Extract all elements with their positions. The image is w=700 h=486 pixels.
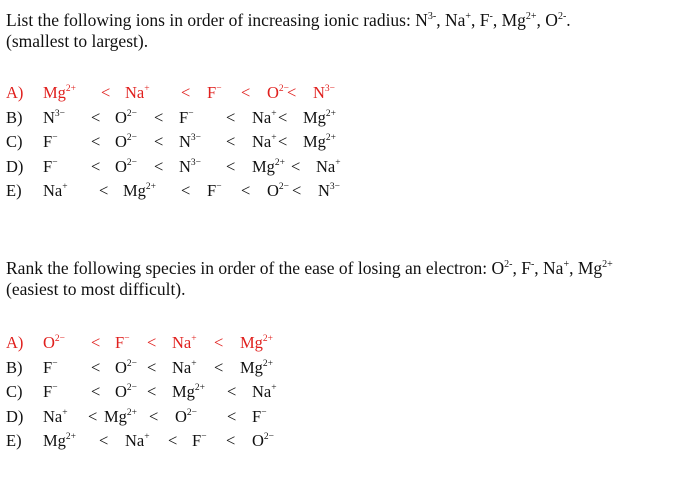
prompt-ion	[502, 10, 537, 30]
ion-symbol: O	[252, 431, 264, 450]
ion-symbol: O	[115, 382, 127, 401]
less-than-operator: <	[99, 431, 109, 450]
ion-symbol: O	[115, 156, 127, 176]
answer-option[interactable]	[6, 405, 696, 430]
prompt-ion	[480, 10, 493, 30]
ion-charge: −	[52, 133, 58, 143]
ion-charge: -	[530, 259, 535, 270]
option-ion	[240, 331, 273, 356]
prompt-separator: .	[566, 10, 571, 30]
ion-symbol: F	[252, 406, 262, 426]
ion-charge: 3−	[54, 108, 66, 119]
option-ion	[207, 81, 222, 106]
ion-charge: 2+	[145, 182, 157, 192]
less-than-operator: <	[291, 156, 301, 176]
option-ion	[43, 405, 68, 430]
ion-symbol: F	[43, 132, 53, 151]
option-ion	[252, 155, 285, 180]
ion-symbol: Mg	[577, 258, 603, 278]
option-letter: B)	[6, 357, 23, 377]
prompt-separator: ,	[569, 258, 578, 278]
answer-option[interactable]	[6, 179, 696, 204]
ion-symbol: O	[267, 181, 279, 200]
option-ion	[43, 179, 68, 204]
ion-charge: 2+	[126, 407, 138, 418]
ion-charge: +	[335, 157, 341, 168]
ion-symbol: Na	[172, 357, 192, 377]
ion-symbol: Mg	[172, 382, 195, 401]
option-letter: E)	[6, 181, 22, 200]
option-ion	[125, 81, 150, 106]
ion-symbol: Na	[43, 406, 63, 426]
prompt-separator: ,	[471, 10, 480, 30]
ion-charge: 2+	[325, 133, 337, 143]
less-than-operator: <	[226, 132, 236, 151]
answer-option[interactable]	[6, 429, 696, 454]
ion-charge: +	[271, 133, 277, 143]
ion-charge: 2+	[602, 259, 613, 270]
ion-charge: 2−	[263, 432, 275, 442]
option-ion	[252, 405, 267, 430]
ion-charge: −	[188, 108, 194, 119]
option-letter: A)	[6, 333, 24, 352]
ion-symbol: Na	[543, 258, 564, 278]
answer-option[interactable]	[6, 106, 696, 131]
ion-symbol: Mg	[501, 10, 526, 30]
less-than-operator: <	[226, 156, 236, 176]
less-than-operator: <	[91, 156, 101, 176]
ion-charge: 2+	[262, 358, 274, 369]
option-letter: C)	[6, 132, 23, 151]
ion-symbol: O	[175, 406, 187, 426]
ion-symbol: F	[115, 333, 125, 352]
ion-charge: 2−	[186, 407, 198, 418]
less-than-operator: <	[91, 357, 101, 377]
less-than-operator: <	[91, 382, 101, 401]
option-ion	[43, 81, 76, 106]
ion-charge: 3−	[190, 157, 202, 168]
less-than-operator: <	[226, 431, 236, 450]
option-ion	[43, 331, 65, 356]
option-ion	[267, 179, 289, 204]
option-ion	[172, 356, 197, 381]
ion-charge: 2+	[65, 84, 77, 94]
less-than-operator: <	[226, 107, 236, 127]
ion-charge: 2+	[65, 432, 77, 442]
ion-symbol: Na	[43, 181, 63, 200]
ion-symbol: N	[313, 83, 325, 102]
option-letter: A)	[6, 83, 24, 102]
answer-option[interactable]	[6, 81, 696, 106]
ion-charge: +	[144, 84, 150, 94]
ion-symbol: F	[179, 107, 189, 127]
ion-charge: 3−	[329, 182, 341, 192]
ion-charge: −	[124, 334, 130, 344]
ion-symbol: Mg	[303, 107, 326, 127]
option-ion	[115, 130, 137, 155]
question-1	[6, 10, 696, 204]
ion-charge: −	[201, 432, 207, 442]
ion-symbol: F	[207, 181, 217, 200]
prompt-separator: ,	[512, 258, 522, 278]
ion-charge: +	[271, 383, 277, 393]
less-than-operator: <	[147, 333, 157, 352]
option-ion	[43, 380, 58, 405]
question-1-prompt-text: List the following ions in order of increasing ionic radius: N	[6, 10, 428, 30]
ion-charge: 3-	[427, 11, 437, 22]
option-letter: B)	[6, 107, 23, 127]
less-than-operator: <	[147, 357, 157, 377]
ion-symbol: F	[192, 431, 202, 450]
less-than-operator: <	[91, 107, 101, 127]
ion-symbol: F	[43, 382, 53, 401]
option-ion	[318, 179, 340, 204]
option-ion	[43, 356, 58, 381]
option-ion	[316, 155, 341, 180]
ion-charge: 2−	[126, 157, 138, 168]
less-than-operator: <	[278, 132, 288, 151]
option-ion	[125, 429, 150, 454]
ion-charge: −	[52, 157, 58, 168]
ion-symbol: Na	[252, 132, 272, 151]
ion-charge: −	[261, 407, 267, 418]
ion-charge: 2-	[557, 11, 567, 22]
ion-symbol: N	[179, 156, 191, 176]
less-than-operator: <	[91, 333, 101, 352]
prompt-ion	[543, 258, 569, 278]
ion-charge: −	[216, 84, 222, 94]
ion-symbol: O	[491, 258, 505, 278]
option-ion	[313, 81, 335, 106]
ion-symbol: O	[545, 10, 558, 30]
ion-charge: +	[563, 259, 570, 270]
ion-charge: 2−	[126, 108, 138, 119]
question-2-prompt-subtext: (easiest to most difficult).	[6, 279, 186, 299]
ion-symbol: O	[267, 83, 279, 102]
less-than-operator: <	[88, 406, 98, 426]
ion-charge: 2−	[278, 84, 290, 94]
ion-charge: 2+	[325, 108, 337, 119]
ion-charge: +	[144, 432, 150, 442]
ion-symbol: O	[115, 357, 127, 377]
less-than-operator: <	[181, 181, 191, 200]
prompt-separator: ,	[534, 258, 544, 278]
ion-charge: −	[52, 358, 58, 369]
ion-charge: 2−	[126, 358, 138, 369]
ion-charge: +	[465, 11, 472, 22]
ion-charge: +	[62, 182, 68, 192]
option-ion	[43, 106, 65, 131]
ion-symbol: Na	[316, 156, 336, 176]
ion-symbol: Na	[125, 431, 145, 450]
ion-charge: 2−	[126, 383, 138, 393]
ion-charge: 2-	[504, 259, 513, 270]
ion-symbol: O	[115, 132, 127, 151]
ion-symbol: Mg	[43, 83, 66, 102]
option-ion	[252, 380, 277, 405]
ion-charge: +	[191, 334, 197, 344]
ion-symbol: F	[521, 258, 531, 278]
option-letter: D)	[6, 156, 24, 176]
ion-symbol: F	[479, 10, 490, 30]
option-ion	[267, 81, 289, 106]
ion-charge: −	[216, 182, 222, 192]
option-ion	[179, 130, 201, 155]
question-2-options	[6, 331, 696, 454]
ion-symbol: Mg	[252, 156, 275, 176]
less-than-operator: <	[168, 431, 178, 450]
question-2-prompt-text: Rank the following species in order of the ease of losing an electron:	[6, 258, 492, 278]
option-ion	[252, 106, 277, 131]
less-than-operator: <	[154, 132, 164, 151]
option-ion	[179, 106, 194, 131]
ion-symbol: F	[207, 83, 217, 102]
ion-charge: 2−	[54, 334, 66, 344]
option-ion	[252, 429, 274, 454]
option-ion	[115, 331, 130, 356]
ion-symbol: O	[115, 107, 127, 127]
prompt-separator: ,	[492, 10, 502, 30]
option-ion	[104, 405, 137, 430]
option-ion	[43, 155, 58, 180]
option-ion	[207, 179, 222, 204]
less-than-operator: <	[227, 382, 237, 401]
option-ion	[115, 106, 137, 131]
answer-option[interactable]	[6, 380, 696, 405]
option-letter: E)	[6, 431, 22, 450]
option-ion	[172, 380, 205, 405]
ion-symbol: N	[318, 181, 330, 200]
ion-charge: 2+	[262, 334, 274, 344]
less-than-operator: <	[101, 83, 111, 102]
ion-charge: 3−	[324, 84, 336, 94]
ion-charge: 2+	[274, 157, 286, 168]
less-than-operator: <	[241, 181, 251, 200]
less-than-operator: <	[292, 181, 302, 200]
less-than-operator: <	[214, 357, 224, 377]
ion-symbol: Mg	[240, 357, 263, 377]
prompt-ion	[428, 10, 436, 30]
less-than-operator: <	[278, 107, 288, 127]
question-1-options	[6, 81, 696, 204]
ion-symbol: N	[43, 107, 55, 127]
ion-symbol: Mg	[104, 406, 127, 426]
ion-symbol: O	[43, 333, 55, 352]
less-than-operator: <	[154, 107, 164, 127]
ion-symbol: F	[43, 357, 53, 377]
less-than-operator: <	[181, 83, 191, 102]
option-letter: C)	[6, 382, 23, 401]
question-1-prompt	[6, 10, 696, 52]
ion-symbol: Na	[125, 83, 145, 102]
option-ion	[179, 155, 201, 180]
ion-charge: 3−	[190, 133, 202, 143]
ion-symbol: Na	[252, 107, 272, 127]
ion-charge: 2+	[194, 383, 206, 393]
option-ion	[115, 155, 137, 180]
ion-symbol: Mg	[43, 431, 66, 450]
ion-charge: -	[489, 11, 493, 22]
option-ion	[303, 130, 336, 155]
less-than-operator: <	[154, 156, 164, 176]
ion-charge: 2−	[126, 133, 138, 143]
option-ion	[192, 429, 207, 454]
ion-symbol: Na	[252, 382, 272, 401]
option-letter: D)	[6, 406, 24, 426]
option-ion	[43, 429, 76, 454]
prompt-ion	[491, 258, 512, 278]
option-ion	[240, 356, 273, 381]
prompt-separator: ,	[536, 10, 546, 30]
option-ion	[303, 106, 336, 131]
ion-charge: +	[271, 108, 277, 119]
ion-charge: 2−	[278, 182, 290, 192]
less-than-operator: <	[227, 406, 237, 426]
answer-option[interactable]	[6, 155, 696, 180]
ion-symbol: F	[43, 156, 53, 176]
option-ion	[115, 356, 137, 381]
ion-charge: 2+	[525, 11, 537, 22]
less-than-operator: <	[149, 406, 159, 426]
ion-symbol: Mg	[240, 333, 263, 352]
ion-charge: +	[191, 358, 197, 369]
question-1-prompt-subtext: (smallest to largest).	[6, 31, 149, 51]
prompt-separator: ,	[436, 10, 445, 30]
answer-option[interactable]	[6, 331, 696, 356]
answer-option[interactable]	[6, 356, 696, 381]
option-ion	[115, 380, 137, 405]
option-ion	[43, 130, 58, 155]
ion-symbol: Mg	[123, 181, 146, 200]
option-ion	[252, 130, 277, 155]
less-than-operator: <	[287, 83, 297, 102]
prompt-ion	[445, 10, 471, 30]
ion-charge: −	[52, 383, 58, 393]
answer-option[interactable]	[6, 130, 696, 155]
prompt-ion	[578, 258, 613, 278]
prompt-ion	[545, 10, 566, 30]
option-ion	[123, 179, 156, 204]
prompt-ion	[521, 258, 534, 278]
prompt-ion-list	[428, 10, 571, 30]
option-ion	[172, 331, 197, 356]
ion-charge: +	[62, 407, 68, 418]
question-2	[6, 258, 696, 454]
option-ion	[175, 405, 197, 430]
ion-symbol: Na	[172, 333, 192, 352]
less-than-operator: <	[99, 181, 109, 200]
question-2-prompt	[6, 258, 696, 300]
prompt-ion-list	[491, 258, 612, 278]
ion-symbol: Na	[444, 10, 466, 30]
less-than-operator: <	[241, 83, 251, 102]
less-than-operator: <	[214, 333, 224, 352]
less-than-operator: <	[91, 132, 101, 151]
ion-symbol: Mg	[303, 132, 326, 151]
ion-symbol: N	[179, 132, 191, 151]
less-than-operator: <	[147, 382, 157, 401]
